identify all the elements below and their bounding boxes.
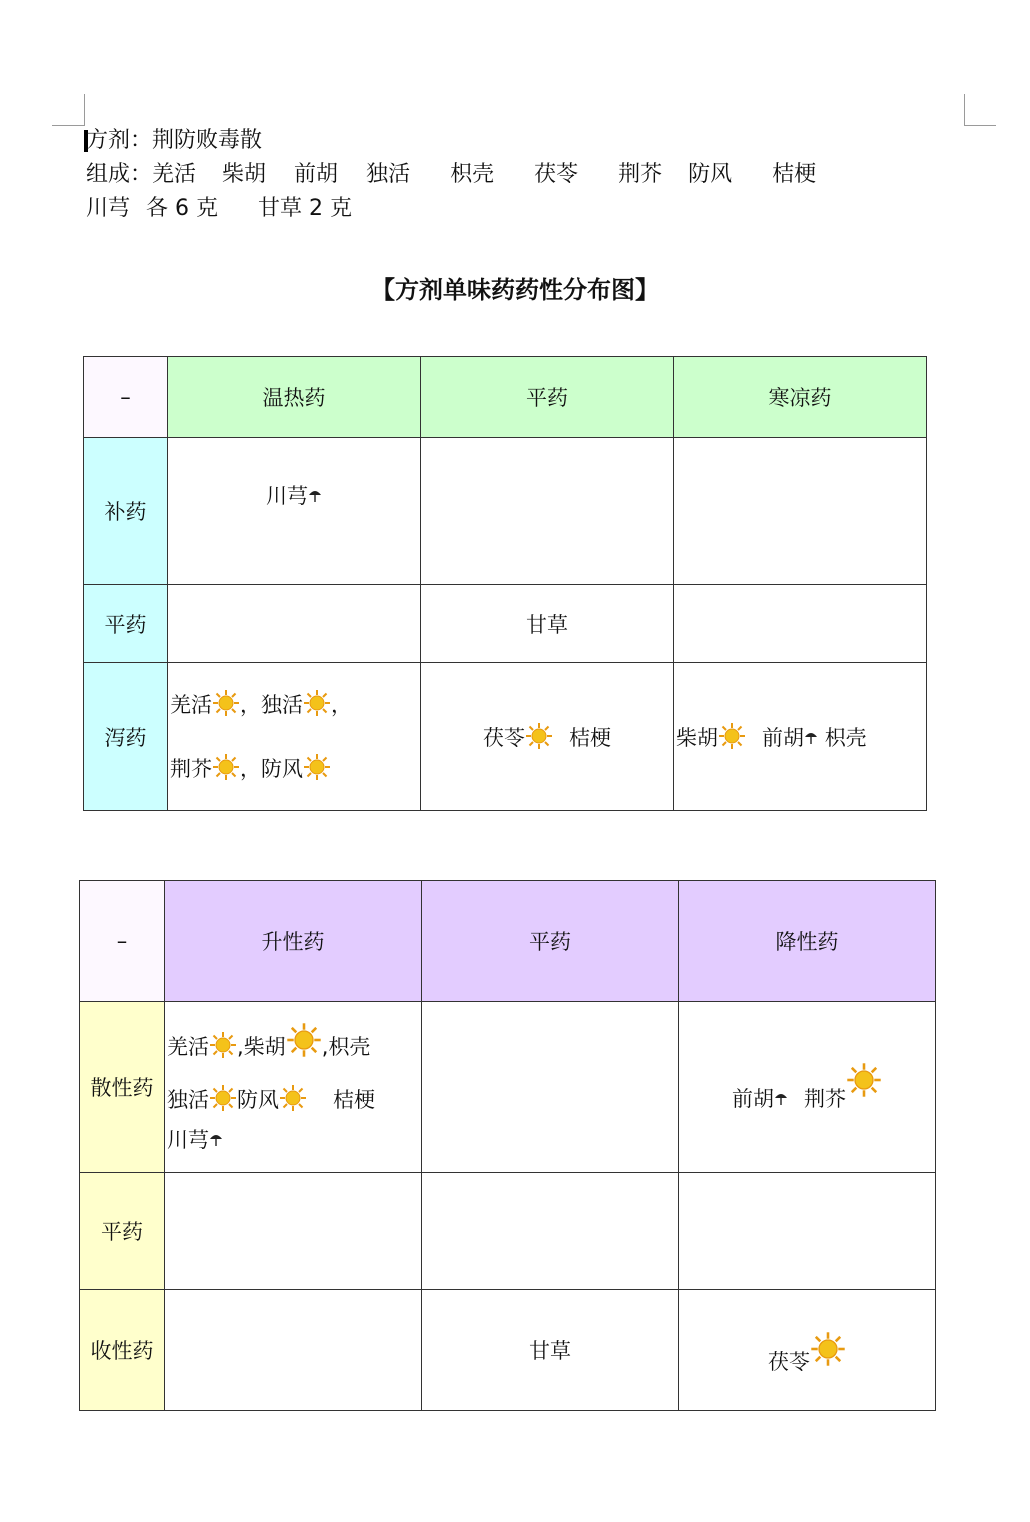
column-header: 降性药 xyxy=(679,881,936,1002)
table-cell xyxy=(168,438,421,585)
page-corner-mark xyxy=(84,94,85,126)
herb: 独活 xyxy=(261,692,303,717)
herb: 柴胡 xyxy=(676,725,718,750)
dosage: 甘草 2 克 xyxy=(258,196,352,221)
herb: 茯苓 xyxy=(534,162,579,187)
composition-line-2 xyxy=(86,194,352,224)
page-corner-mark xyxy=(964,125,996,126)
table-cell xyxy=(165,1173,422,1290)
row-header: 平药 xyxy=(84,585,168,663)
table-corner-cell: – xyxy=(84,357,168,438)
table-cell xyxy=(422,1002,679,1173)
page-corner-mark xyxy=(52,125,84,126)
table-cell xyxy=(421,585,674,663)
herb: 桔梗 xyxy=(333,1088,375,1112)
table-cell xyxy=(674,663,927,811)
umbrella-icon xyxy=(774,1091,788,1107)
sun-icon xyxy=(718,722,746,750)
column-header: 温热药 xyxy=(168,357,421,438)
composition-line xyxy=(86,160,816,190)
column-header: 平药 xyxy=(422,881,679,1002)
column-header: 升性药 xyxy=(165,881,422,1002)
herb: 羌活 xyxy=(167,1035,209,1059)
table-cell xyxy=(421,438,674,585)
table-cell xyxy=(165,1290,422,1411)
sun-icon xyxy=(279,1084,307,1112)
table-cell: 羌活 ,柴胡 ,枳壳 独活 防风 桔梗 川芎 xyxy=(165,1002,422,1173)
herb: 茯苓 xyxy=(483,725,525,750)
herb: 枳壳 xyxy=(328,1035,371,1059)
table-cell xyxy=(674,438,927,585)
sun-icon xyxy=(212,689,240,717)
table-cell xyxy=(422,1173,679,1290)
table-cell xyxy=(421,663,674,811)
row-header: 补药 xyxy=(84,438,168,585)
sun-icon xyxy=(212,753,240,781)
sun-icon xyxy=(525,722,553,750)
table-cell xyxy=(679,1173,936,1290)
herb: 枳壳 xyxy=(450,162,495,187)
herb: 川芎 xyxy=(167,1128,209,1152)
composition-label: 组成： xyxy=(86,162,153,187)
column-header: 平药 xyxy=(421,357,674,438)
sun-icon xyxy=(810,1331,846,1367)
herb: 甘草 xyxy=(529,1339,571,1363)
table-cell xyxy=(674,585,927,663)
table-corner-cell: – xyxy=(80,881,165,1002)
herb: 茯苓 xyxy=(768,1349,810,1374)
herb: 川芎 xyxy=(266,484,308,508)
herb: 前胡 xyxy=(294,162,339,187)
row-header: 收性药 xyxy=(80,1290,165,1411)
herb: 羌活 xyxy=(170,692,212,717)
herb: 防风 xyxy=(237,1088,279,1112)
herb: 荆芥 xyxy=(804,1086,846,1111)
herb: 前胡 xyxy=(762,725,804,750)
herb: 柴胡 xyxy=(222,162,267,187)
prescription-label: 方剂： xyxy=(86,128,153,153)
sun-icon xyxy=(303,689,331,717)
column-header: 寒凉药 xyxy=(674,357,927,438)
umbrella-icon xyxy=(308,488,322,504)
table-cell xyxy=(679,1002,936,1173)
sun-icon xyxy=(286,1022,322,1058)
table-cell: 羌活 ，独活 ， 荆芥 ，防风 xyxy=(168,663,421,811)
prescription-line xyxy=(86,126,262,156)
umbrella-icon xyxy=(209,1132,223,1148)
herb: 羌活 xyxy=(152,162,197,187)
herb: 枳壳 xyxy=(824,725,867,750)
prescription-name: 荆防败毒散 xyxy=(152,128,263,153)
row-header: 散性药 xyxy=(80,1002,165,1173)
herb: 独活 xyxy=(366,162,411,187)
table-cell xyxy=(422,1290,679,1411)
herb: 川芎 xyxy=(86,196,131,221)
row-header: 泻药 xyxy=(84,663,168,811)
table-cell xyxy=(679,1290,936,1411)
herb: 防风 xyxy=(261,756,303,781)
sun-icon xyxy=(209,1084,237,1112)
herb: 柴胡 xyxy=(243,1035,286,1059)
sun-icon xyxy=(303,753,331,781)
row-header: 平药 xyxy=(80,1173,165,1290)
herb: 甘草 xyxy=(526,612,568,637)
herb: 荆芥 xyxy=(170,756,212,781)
herb: 桔梗 xyxy=(569,725,611,750)
herb: 桔梗 xyxy=(772,162,817,187)
property-table-warm-cold xyxy=(83,356,927,811)
sun-icon xyxy=(209,1031,237,1059)
sun-icon xyxy=(846,1062,882,1098)
herb: 独活 xyxy=(167,1088,209,1112)
umbrella-icon xyxy=(804,730,818,746)
page-corner-mark xyxy=(964,94,965,126)
chart-title: 【方剂单味药药性分布图】 xyxy=(371,276,659,304)
herb: 荆芥 xyxy=(618,162,663,187)
property-table-rise-fall xyxy=(79,880,936,1411)
herb: 防风 xyxy=(688,162,733,187)
dosage: 各 6 克 xyxy=(146,196,218,221)
herb: 前胡 xyxy=(732,1086,774,1111)
table-cell xyxy=(168,585,421,663)
